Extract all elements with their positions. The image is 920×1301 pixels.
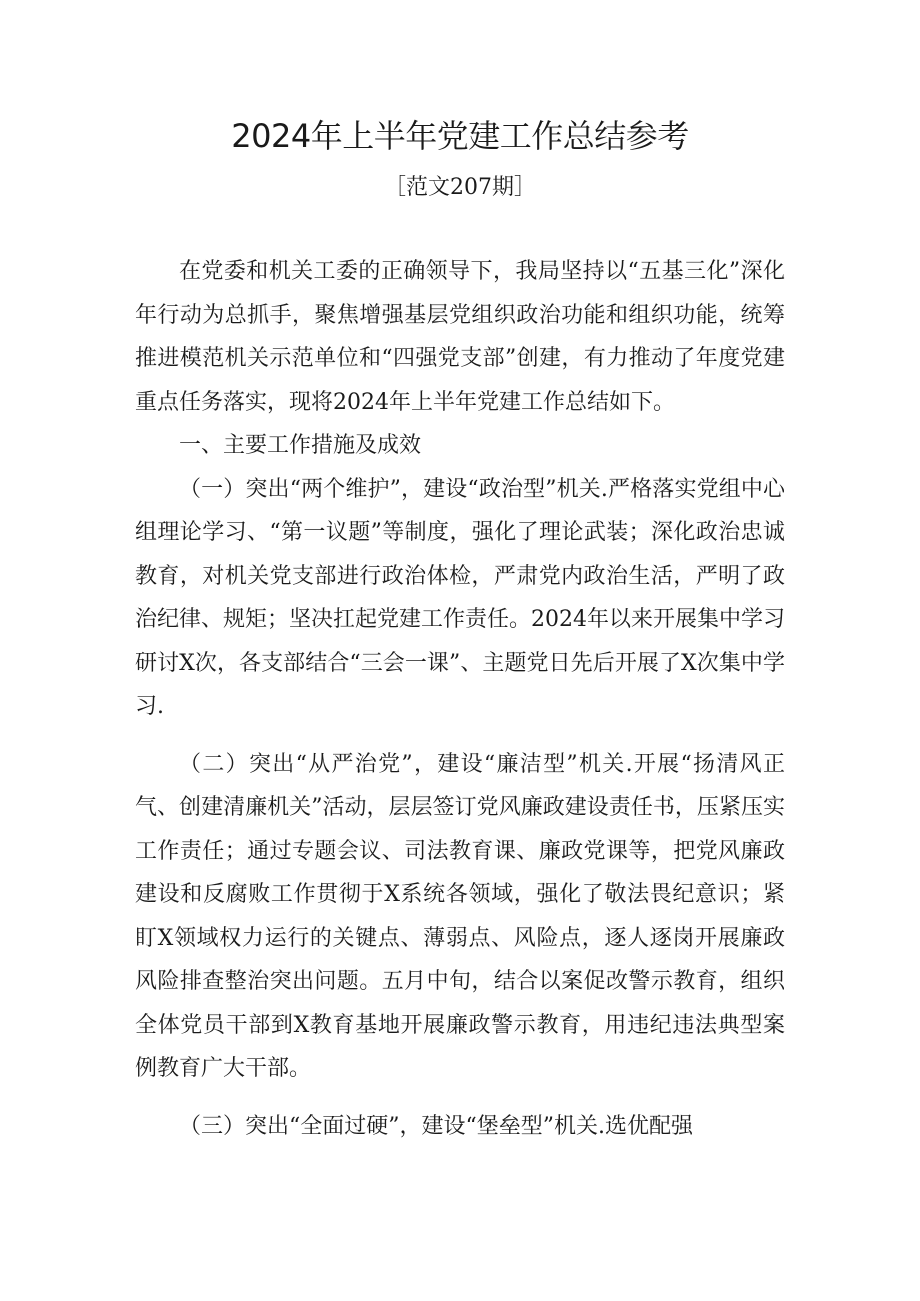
item-paragraph-1: （一）突出“两个维护”，建设“政治型”机关.严格落实党组中心组理论学习、“第一议题”等制度，强化了理论武装；深化政治忠诚教育，对机关党支部进行政治体检，严肃党内政治生活，严明了政治纪律、规矩；坚决扛起党建工作责任。2024年以来开展集中学习研讨X次，各支部结合“三会一课”、主题党日先后开展了X次集中学习.	[135, 476, 785, 719]
item-paragraph-3: （三）突出“全面过硬”，建设“堡垒型”机关.选优配强	[179, 1113, 693, 1139]
document-title: 2024年上半年党建工作总结参考	[231, 117, 689, 155]
intro-paragraph: 在党委和机关工委的正确领导下，我局坚持以“五基三化”深化年行动为总抓手，聚焦增强基层党组织政治功能和组织功能，统筹推进模范机关示范单位和“四强党支部”创建，有力推动了年度党建重点任务落实，现将2024年上半年党建工作总结如下。	[135, 259, 785, 415]
item-paragraph-2: （二）突出“从严治党”，建设“廉洁型”机关.开展“扬清风正气、创建清廉机关”活动，层层签订党风廉政建设责任书，压紧压实工作责任；通过专题会议、司法教育课、廉政党课等，把党风廉政建设和反腐败工作贯彻于X系统各领域，强化了敬法畏纪意识；紧盯X领域权力运行的关键点、薄弱点、风险点，逐人逐岗开展廉政风险排查整治突出问题。五月中旬，结合以案促改警示教育，组织全体党员干部到X教育基地开展廉政警示教育，用违纪违法典型案例教育广大干部。	[135, 751, 785, 1081]
issue-number: ［范文207期］	[384, 175, 536, 200]
section-heading-1: 一、主要工作措施及成效	[179, 433, 422, 458]
document-body	[135, 250, 785, 1148]
